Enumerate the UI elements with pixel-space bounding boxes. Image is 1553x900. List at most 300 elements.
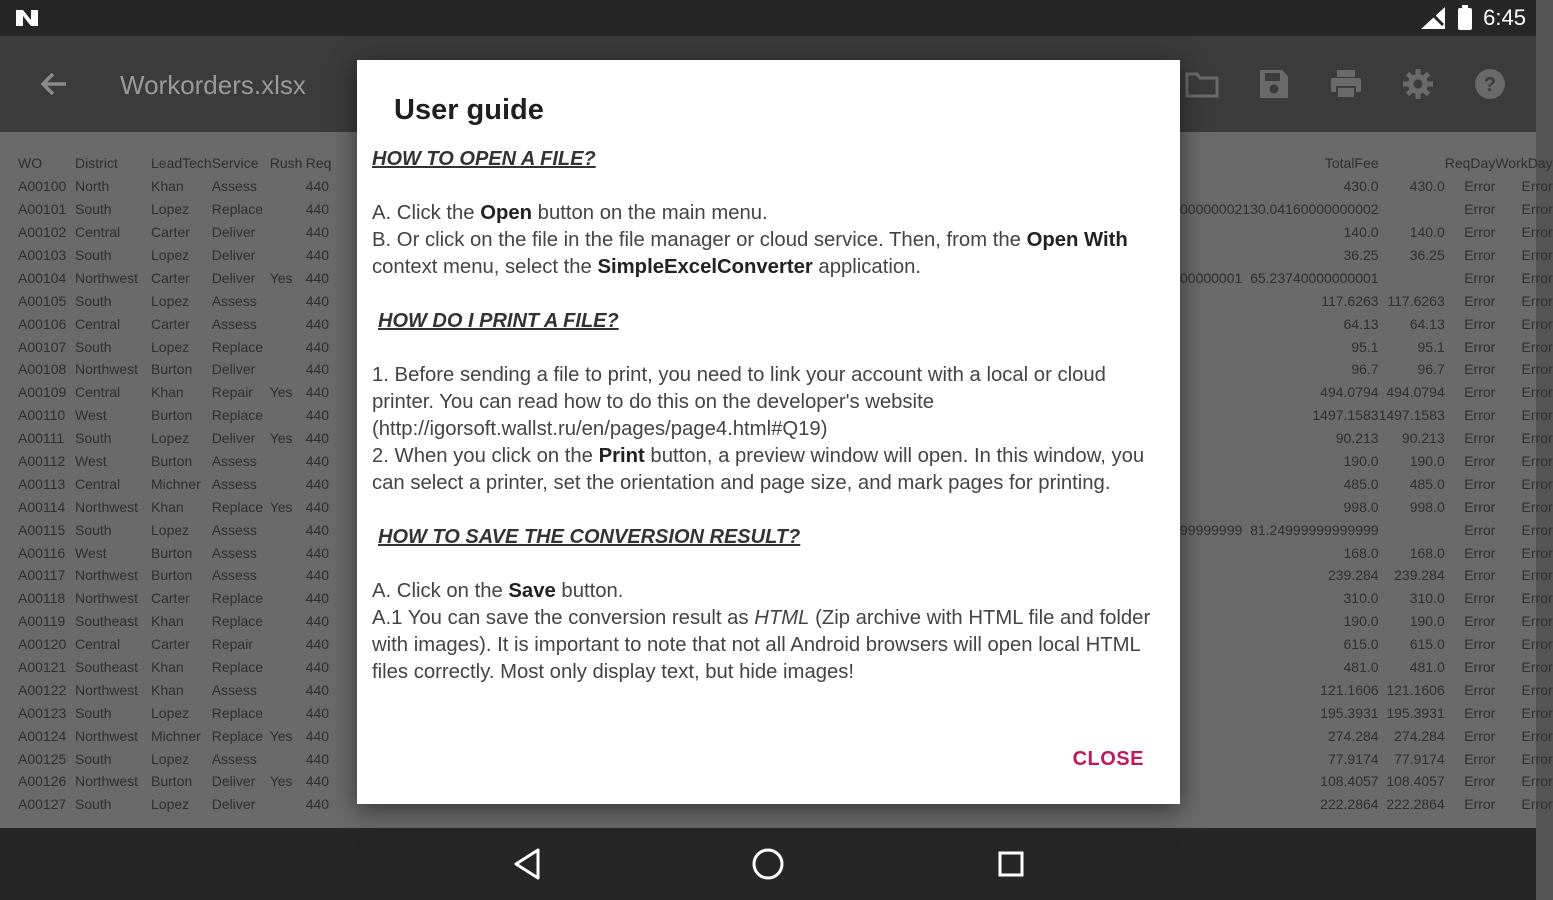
table-row[interactable] xyxy=(18,793,336,816)
table-row[interactable] xyxy=(1180,244,1553,267)
table-cell[interactable]: 440 xyxy=(305,201,330,218)
table-cell[interactable] xyxy=(270,450,306,473)
table-row[interactable] xyxy=(18,587,336,610)
table-cell[interactable]: Error xyxy=(1464,315,1496,332)
table-cell[interactable]: Error xyxy=(1521,361,1553,378)
table-row[interactable] xyxy=(18,701,336,724)
table-row[interactable] xyxy=(18,541,336,564)
table-cell[interactable]: Error xyxy=(1464,636,1496,653)
nav-home-icon[interactable] xyxy=(748,846,788,882)
table-cell[interactable]: Carter xyxy=(151,315,190,332)
table-cell[interactable]: 99999999 xyxy=(1180,521,1243,538)
table-cell[interactable]: 481.0 xyxy=(1409,659,1445,676)
table-row[interactable] xyxy=(1180,358,1553,381)
table-row[interactable] xyxy=(1180,312,1553,335)
table-cell[interactable]: A00109 xyxy=(18,384,67,401)
table-cell[interactable]: Error xyxy=(1464,773,1496,790)
table-cell[interactable] xyxy=(1180,221,1242,244)
table-cell[interactable]: Error xyxy=(1521,613,1553,630)
table-cell[interactable]: Replace xyxy=(211,704,264,721)
table-cell[interactable]: Lopez xyxy=(151,796,190,813)
table-cell[interactable]: Error xyxy=(1521,659,1553,676)
table-row[interactable] xyxy=(18,427,336,450)
table-cell[interactable] xyxy=(1180,678,1242,701)
table-cell[interactable]: West xyxy=(75,453,107,470)
table-cell[interactable]: Error xyxy=(1464,361,1496,378)
column-header[interactable]: LeadTech xyxy=(151,155,212,172)
table-row[interactable] xyxy=(18,770,336,793)
column-header[interactable]: TotalFee xyxy=(1324,155,1379,172)
table-cell[interactable]: South xyxy=(75,796,112,813)
table-cell[interactable] xyxy=(270,633,306,656)
table-cell[interactable]: 121.1606 xyxy=(1386,681,1445,698)
table-cell[interactable]: Error xyxy=(1521,567,1553,584)
table-cell[interactable]: 440 xyxy=(305,292,330,309)
table-cell[interactable] xyxy=(270,175,306,198)
table-cell[interactable]: A00104 xyxy=(18,269,67,286)
table-cell[interactable]: Burton xyxy=(151,544,193,561)
table-cell[interactable]: Error xyxy=(1464,224,1496,241)
table-cell[interactable]: Deliver xyxy=(211,430,256,447)
table-cell[interactable] xyxy=(270,312,306,335)
back-arrow-icon[interactable] xyxy=(36,66,72,102)
table-cell[interactable]: 440 xyxy=(305,178,330,195)
table-cell[interactable] xyxy=(270,793,306,816)
table-cell[interactable]: Error xyxy=(1464,407,1496,424)
table-cell[interactable]: Northwest xyxy=(75,361,139,378)
table-row[interactable] xyxy=(1180,266,1553,289)
column-header[interactable]: District xyxy=(75,155,118,172)
table-cell[interactable]: Error xyxy=(1464,498,1496,515)
table-cell[interactable]: Khan xyxy=(151,178,184,195)
table-row[interactable] xyxy=(18,518,336,541)
table-cell[interactable]: Error xyxy=(1464,567,1496,584)
table-cell[interactable]: North xyxy=(75,178,110,195)
table-cell[interactable]: South xyxy=(75,247,112,263)
table-cell[interactable]: Error xyxy=(1521,292,1553,309)
table-cell[interactable]: 117.6263 xyxy=(1321,292,1379,309)
table-cell[interactable] xyxy=(1180,747,1242,770)
table-cell[interactable]: Deliver xyxy=(211,773,256,790)
table-cell[interactable] xyxy=(270,244,306,267)
table-cell[interactable]: Carter xyxy=(151,636,190,653)
table-cell[interactable]: Khan xyxy=(151,659,184,676)
table-cell[interactable]: Assess xyxy=(211,453,257,470)
settings-button[interactable] xyxy=(1400,64,1436,104)
table-cell[interactable]: 440 xyxy=(305,659,330,676)
table-cell[interactable] xyxy=(270,335,306,358)
table-cell[interactable]: Error xyxy=(1464,338,1496,355)
table-cell[interactable]: Deliver xyxy=(211,247,256,263)
table-cell[interactable]: 440 xyxy=(305,727,330,744)
table-cell[interactable]: 485.0 xyxy=(1409,475,1445,492)
table-cell[interactable]: A00101 xyxy=(18,201,67,218)
table-cell[interactable]: 190.0 xyxy=(1343,613,1379,630)
table-cell[interactable]: 440 xyxy=(305,475,330,492)
table-cell[interactable]: Error xyxy=(1464,613,1496,630)
table-cell[interactable]: 440 xyxy=(305,384,330,401)
table-cell[interactable]: Error xyxy=(1521,521,1553,538)
table-cell[interactable]: Repair xyxy=(211,636,253,653)
table-row[interactable] xyxy=(18,678,336,701)
table-cell[interactable]: Replace xyxy=(211,407,264,424)
table-cell[interactable]: 140.0 xyxy=(1409,224,1445,241)
table-cell[interactable]: Error xyxy=(1521,224,1553,241)
table-cell[interactable]: Burton xyxy=(151,407,193,424)
table-cell[interactable]: Yes xyxy=(269,498,293,515)
table-cell[interactable]: Burton xyxy=(151,361,193,378)
table-cell[interactable] xyxy=(1180,541,1242,564)
table-cell[interactable] xyxy=(1180,358,1242,381)
table-cell[interactable]: Error xyxy=(1521,384,1553,401)
table-row[interactable] xyxy=(18,472,336,495)
table-cell[interactable]: 430.0 xyxy=(1409,178,1445,195)
table-row[interactable] xyxy=(18,656,336,679)
nav-recents-icon[interactable] xyxy=(991,846,1031,882)
table-cell[interactable] xyxy=(270,678,306,701)
table-cell[interactable]: 440 xyxy=(305,521,330,538)
table-row[interactable] xyxy=(1180,381,1553,404)
table-cell[interactable]: Deliver xyxy=(211,269,256,286)
table-cell[interactable]: Michner xyxy=(151,727,201,744)
table-cell[interactable] xyxy=(270,404,306,427)
table-cell[interactable]: Error xyxy=(1521,430,1553,447)
table-cell[interactable]: Khan xyxy=(151,384,184,401)
table-cell[interactable] xyxy=(270,518,306,541)
table-cell[interactable]: 64.13 xyxy=(1409,315,1445,332)
table-cell[interactable]: 121.1606 xyxy=(1320,681,1379,698)
table-cell[interactable] xyxy=(270,656,306,679)
table-row[interactable] xyxy=(1180,678,1553,701)
table-row[interactable] xyxy=(18,495,336,518)
table-cell[interactable]: A00122 xyxy=(18,681,67,698)
table-cell[interactable] xyxy=(1180,495,1242,518)
table-cell[interactable]: 117.6263 xyxy=(1387,292,1445,309)
table-cell[interactable]: 998.0 xyxy=(1343,498,1379,515)
table-cell[interactable]: Error xyxy=(1464,659,1496,676)
table-cell[interactable] xyxy=(270,358,306,381)
table-cell[interactable]: South xyxy=(75,338,112,355)
table-row[interactable] xyxy=(1180,724,1553,747)
table-cell[interactable]: A00119 xyxy=(18,613,66,630)
table-cell[interactable]: Carter xyxy=(151,224,190,241)
table-cell[interactable]: 494.0794 xyxy=(1386,384,1445,401)
table-cell[interactable]: Northwest xyxy=(75,567,139,584)
table-row[interactable] xyxy=(1180,495,1553,518)
table-cell[interactable]: Error xyxy=(1521,750,1553,767)
table-row[interactable] xyxy=(1180,404,1553,427)
table-cell[interactable]: 36.25 xyxy=(1409,247,1445,263)
table-cell[interactable]: Error xyxy=(1521,727,1553,744)
table-cell[interactable]: Error xyxy=(1521,773,1553,790)
table-cell[interactable] xyxy=(1180,724,1242,747)
table-cell[interactable]: 195.3931 xyxy=(1386,704,1445,721)
table-cell[interactable]: 36.25 xyxy=(1343,247,1379,263)
table-cell[interactable]: 440 xyxy=(305,430,330,447)
table-cell[interactable]: A00106 xyxy=(18,315,67,332)
table-cell[interactable] xyxy=(1180,404,1242,427)
table-cell[interactable]: Error xyxy=(1521,315,1553,332)
table-row[interactable] xyxy=(18,175,336,198)
table-cell[interactable]: Lopez xyxy=(151,292,190,309)
table-cell[interactable] xyxy=(1180,793,1242,816)
table-cell[interactable]: 190.0 xyxy=(1409,453,1445,470)
table-cell[interactable]: 95.1 xyxy=(1351,338,1379,355)
table-cell[interactable]: 440 xyxy=(305,544,330,561)
table-cell[interactable]: Replace xyxy=(211,727,264,744)
table-cell[interactable]: A00114 xyxy=(18,498,66,515)
table-row[interactable] xyxy=(1180,221,1553,244)
close-button[interactable]: CLOSE xyxy=(1072,748,1144,770)
table-cell[interactable]: Deliver xyxy=(211,796,256,813)
table-cell[interactable] xyxy=(1180,289,1242,312)
table-cell[interactable]: 440 xyxy=(305,704,330,721)
table-cell[interactable]: Assess xyxy=(211,475,257,492)
table-cell[interactable]: 440 xyxy=(305,453,330,470)
table-cell[interactable]: 81.24999999999999 xyxy=(1250,521,1379,538)
table-row[interactable] xyxy=(18,198,336,221)
table-cell[interactable]: Central xyxy=(75,315,121,332)
table-cell[interactable] xyxy=(1180,701,1242,724)
table-row[interactable] xyxy=(1180,587,1553,610)
table-cell[interactable]: 239.284 xyxy=(1394,567,1445,584)
table-cell[interactable]: A00125 xyxy=(18,750,67,767)
table-cell[interactable]: South xyxy=(75,521,112,538)
table-cell[interactable]: Northwest xyxy=(75,590,139,607)
table-cell[interactable]: 440 xyxy=(305,681,330,698)
table-row[interactable] xyxy=(1180,793,1553,816)
table-cell[interactable]: 440 xyxy=(305,338,330,355)
table-cell[interactable]: Khan xyxy=(151,681,184,698)
table-cell[interactable] xyxy=(270,541,306,564)
table-row[interactable] xyxy=(18,358,336,381)
table-row[interactable] xyxy=(1180,701,1553,724)
table-cell[interactable]: 239.284 xyxy=(1327,567,1379,584)
column-header[interactable]: Rush xyxy=(269,155,303,172)
table-row[interactable] xyxy=(1180,656,1553,679)
table-cell[interactable]: 998.0 xyxy=(1409,498,1445,515)
table-row[interactable] xyxy=(18,610,336,633)
table-cell[interactable]: 00000001 xyxy=(1180,269,1243,286)
table-cell[interactable]: Lopez xyxy=(151,247,190,263)
column-header[interactable] xyxy=(1379,152,1445,175)
table-row[interactable] xyxy=(18,381,336,404)
table-cell[interactable]: A00118 xyxy=(18,590,66,607)
table-cell[interactable]: 190.0 xyxy=(1409,613,1445,630)
table-cell[interactable]: West xyxy=(75,544,107,561)
table-cell[interactable] xyxy=(1180,472,1242,495)
table-cell[interactable]: Central xyxy=(75,224,121,241)
table-cell[interactable]: 440 xyxy=(305,613,330,630)
table-cell[interactable]: 168.0 xyxy=(1409,544,1445,561)
column-header[interactable]: ReqDay xyxy=(1444,155,1496,172)
table-cell[interactable]: 430.0 xyxy=(1343,178,1379,195)
table-cell[interactable]: Southeast xyxy=(75,613,139,630)
table-cell[interactable] xyxy=(1180,656,1242,679)
table-cell[interactable]: 274.284 xyxy=(1394,727,1445,744)
table-cell[interactable]: Error xyxy=(1521,201,1553,218)
table-cell[interactable]: 440 xyxy=(305,361,330,378)
table-cell[interactable]: Assess xyxy=(211,544,257,561)
table-cell[interactable]: Error xyxy=(1521,269,1553,286)
table-cell[interactable]: Error xyxy=(1521,498,1553,515)
table-cell[interactable]: Error xyxy=(1464,521,1496,538)
table-cell[interactable] xyxy=(1180,175,1242,198)
table-cell[interactable]: South xyxy=(75,704,112,721)
table-cell[interactable]: A00100 xyxy=(18,178,67,195)
table-row[interactable] xyxy=(1180,518,1553,541)
table-row[interactable] xyxy=(18,404,336,427)
table-cell[interactable]: Khan xyxy=(151,613,184,630)
table-cell[interactable]: Error xyxy=(1464,247,1496,263)
table-cell[interactable]: 310.0 xyxy=(1409,590,1445,607)
table-row[interactable] xyxy=(1180,335,1553,358)
table-cell[interactable]: Assess xyxy=(211,315,257,332)
table-cell[interactable]: 485.0 xyxy=(1343,475,1379,492)
print-button[interactable] xyxy=(1328,64,1364,104)
table-row[interactable] xyxy=(18,633,336,656)
table-row[interactable] xyxy=(18,564,336,587)
table-cell[interactable]: 440 xyxy=(305,796,330,813)
table-cell[interactable]: Replace xyxy=(211,498,264,515)
table-cell[interactable]: Lopez xyxy=(151,430,190,447)
table-cell[interactable]: 440 xyxy=(305,590,330,607)
table-cell[interactable]: Replace xyxy=(211,613,264,630)
table-cell[interactable]: 222.2864 xyxy=(1386,796,1445,813)
table-cell[interactable]: A00115 xyxy=(18,521,66,538)
table-cell[interactable]: 96.7 xyxy=(1417,361,1445,378)
table-cell[interactable]: 00000002 xyxy=(1180,201,1243,218)
table-cell[interactable] xyxy=(1180,564,1242,587)
table-cell[interactable]: Assess xyxy=(211,567,257,584)
table-cell[interactable]: Northwest xyxy=(75,681,139,698)
table-cell[interactable]: Lopez xyxy=(151,338,190,355)
table-cell[interactable]: A00124 xyxy=(18,727,67,744)
table-cell[interactable]: 310.0 xyxy=(1343,590,1379,607)
table-cell[interactable]: A00127 xyxy=(18,796,67,813)
table-cell[interactable]: 222.2864 xyxy=(1320,796,1379,813)
table-cell[interactable]: South xyxy=(75,292,112,309)
table-cell[interactable]: 440 xyxy=(305,567,330,584)
table-cell[interactable]: A00102 xyxy=(18,224,67,241)
table-row[interactable] xyxy=(18,450,336,473)
table-cell[interactable]: 108.4057 xyxy=(1386,773,1445,790)
table-cell[interactable] xyxy=(270,701,306,724)
table-cell[interactable]: 195.3931 xyxy=(1320,704,1379,721)
table-cell[interactable]: Yes xyxy=(269,773,293,790)
table-cell[interactable]: Error xyxy=(1521,338,1553,355)
table-cell[interactable]: 95.1 xyxy=(1417,338,1445,355)
table-cell[interactable] xyxy=(1180,244,1242,267)
table-cell[interactable]: 274.284 xyxy=(1327,727,1379,744)
table-cell[interactable]: Burton xyxy=(151,453,193,470)
table-cell[interactable]: 140.0 xyxy=(1343,224,1379,241)
dialog-content[interactable] xyxy=(372,146,1167,703)
table-cell[interactable]: Error xyxy=(1464,384,1496,401)
table-cell[interactable]: Replace xyxy=(211,201,264,218)
table-row[interactable] xyxy=(1180,770,1553,793)
table-cell[interactable]: Error xyxy=(1521,475,1553,492)
table-row[interactable] xyxy=(1180,747,1553,770)
table-cell[interactable]: 96.7 xyxy=(1351,361,1379,378)
table-cell[interactable]: Error xyxy=(1521,590,1553,607)
column-header[interactable] xyxy=(1180,152,1242,175)
table-cell[interactable]: Yes xyxy=(269,269,293,286)
table-cell[interactable]: Yes xyxy=(269,430,293,447)
table-cell[interactable]: 440 xyxy=(305,636,330,653)
table-cell[interactable]: 440 xyxy=(305,773,330,790)
table-cell[interactable]: Lopez xyxy=(151,521,190,538)
table-cell[interactable] xyxy=(1180,381,1242,404)
table-cell[interactable] xyxy=(1180,610,1242,633)
table-cell[interactable]: Assess xyxy=(211,521,257,538)
table-row[interactable] xyxy=(1180,289,1553,312)
table-cell[interactable]: Error xyxy=(1521,453,1553,470)
table-cell[interactable]: A00111 xyxy=(18,430,65,447)
table-cell[interactable]: 168.0 xyxy=(1343,544,1379,561)
table-cell[interactable]: 440 xyxy=(305,315,330,332)
table-cell[interactable]: 90.213 xyxy=(1401,430,1445,447)
table-cell[interactable]: 440 xyxy=(305,269,330,286)
table-row[interactable] xyxy=(18,747,336,770)
table-cell[interactable]: Replace xyxy=(211,590,264,607)
table-cell[interactable]: A00108 xyxy=(18,361,67,378)
table-row[interactable] xyxy=(1180,610,1553,633)
table-cell[interactable]: Carter xyxy=(151,269,190,286)
table-cell[interactable] xyxy=(270,198,306,221)
table-cell[interactable] xyxy=(1379,518,1445,541)
table-row[interactable] xyxy=(1180,198,1553,221)
table-cell[interactable]: 440 xyxy=(305,750,330,767)
table-cell[interactable]: 77.9174 xyxy=(1394,750,1445,767)
table-cell[interactable]: Error xyxy=(1521,636,1553,653)
table-cell[interactable]: Error xyxy=(1464,201,1496,218)
column-header[interactable]: Service xyxy=(211,155,259,172)
table-cell[interactable]: Error xyxy=(1521,544,1553,561)
table-cell[interactable] xyxy=(1180,312,1242,335)
table-cell[interactable]: Assess xyxy=(211,750,257,767)
table-cell[interactable] xyxy=(1180,427,1242,450)
table-cell[interactable]: Assess xyxy=(211,292,257,309)
table-cell[interactable]: Error xyxy=(1464,475,1496,492)
table-cell[interactable]: 440 xyxy=(305,224,330,241)
open-folder-button[interactable] xyxy=(1184,64,1220,104)
table-row[interactable] xyxy=(18,221,336,244)
table-cell[interactable]: 65.23740000000001 xyxy=(1250,269,1379,286)
table-cell[interactable]: Replace xyxy=(211,659,264,676)
table-row[interactable] xyxy=(18,289,336,312)
table-row[interactable] xyxy=(18,724,336,747)
table-cell[interactable]: Error xyxy=(1521,681,1553,698)
table-cell[interactable]: Northwest xyxy=(75,773,139,790)
table-cell[interactable]: Error xyxy=(1521,704,1553,721)
table-cell[interactable]: Error xyxy=(1521,796,1553,813)
help-button[interactable] xyxy=(1472,64,1508,104)
table-cell[interactable] xyxy=(1379,198,1445,221)
table-cell[interactable]: A00126 xyxy=(18,773,67,790)
table-row[interactable] xyxy=(1180,541,1553,564)
table-cell[interactable]: Burton xyxy=(151,773,193,790)
table-cell[interactable]: South xyxy=(75,201,112,218)
table-cell[interactable]: Southeast xyxy=(75,659,139,676)
table-cell[interactable] xyxy=(270,221,306,244)
table-cell[interactable] xyxy=(270,564,306,587)
table-cell[interactable]: Error xyxy=(1464,178,1496,195)
table-cell[interactable]: Lopez xyxy=(151,750,190,767)
table-cell[interactable]: 1497.1583 xyxy=(1312,407,1379,424)
table-cell[interactable] xyxy=(270,610,306,633)
table-cell[interactable]: Assess xyxy=(211,178,257,195)
